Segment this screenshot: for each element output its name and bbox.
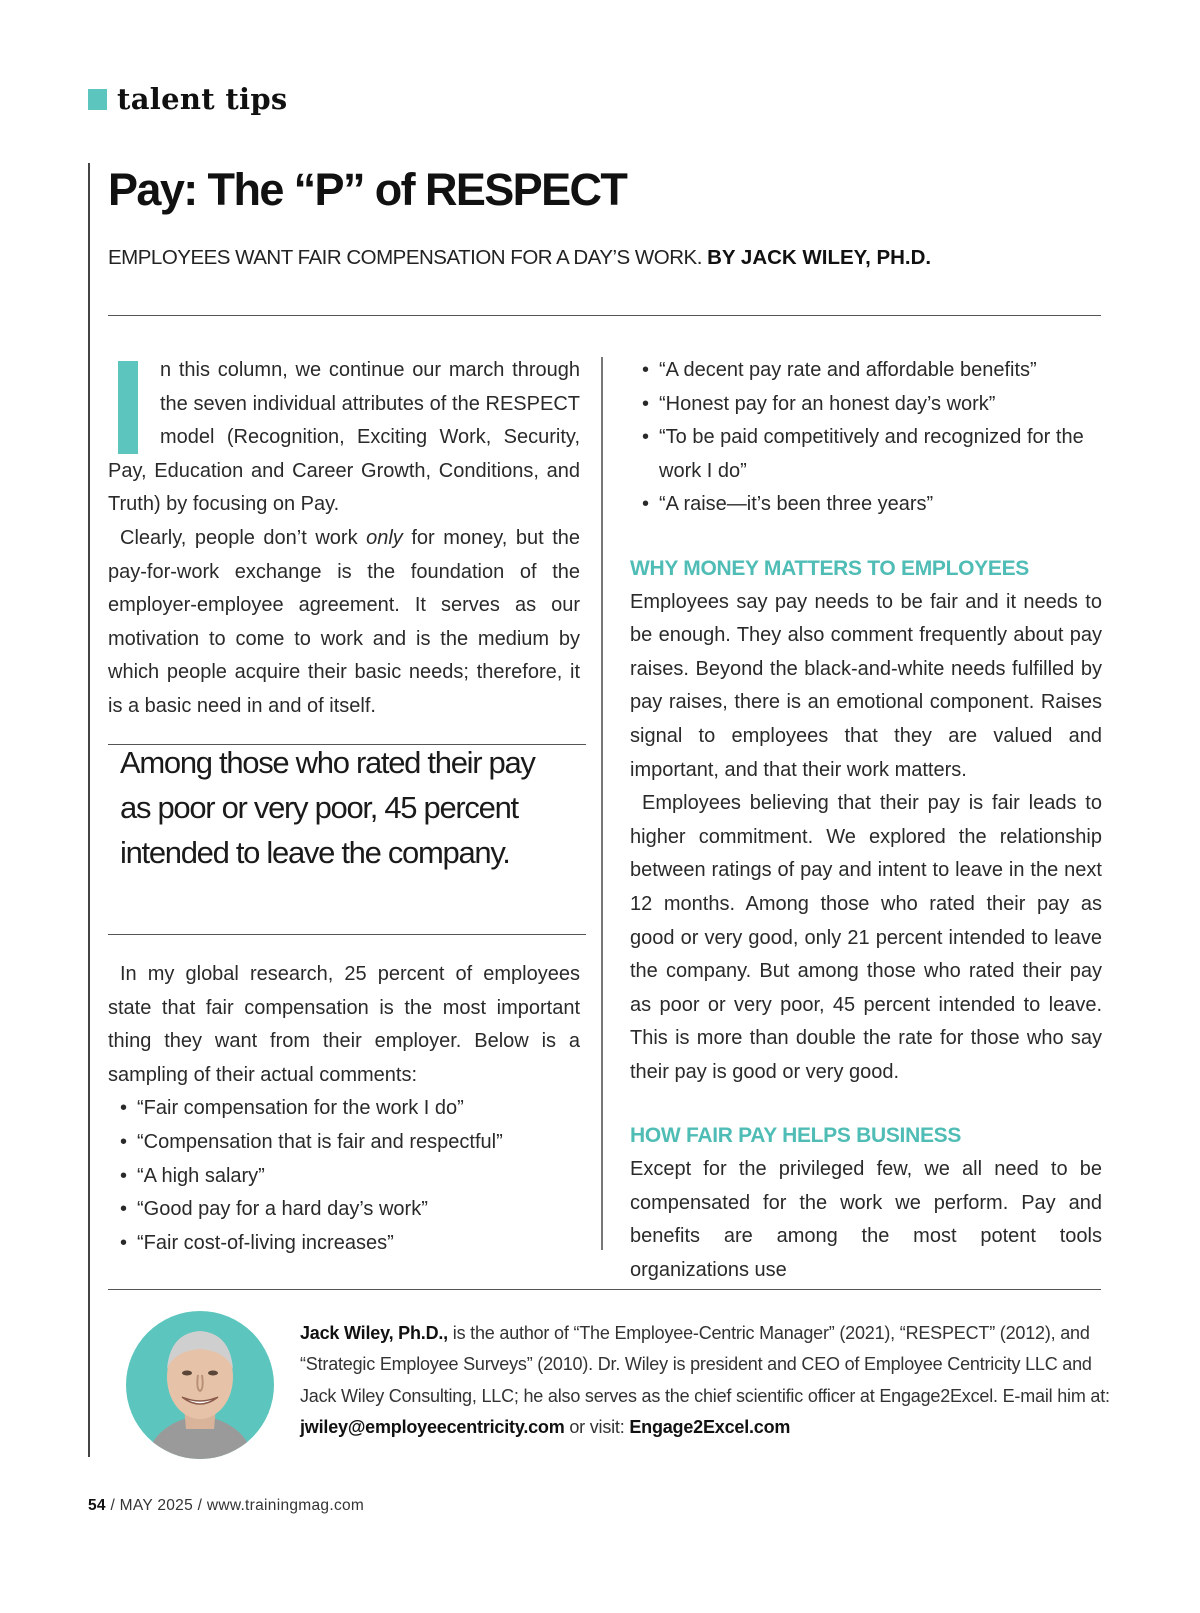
section-tag xyxy=(88,82,288,116)
left-vertical-rule xyxy=(88,163,90,1457)
list-item: • “Fair compensation for the work I do” xyxy=(108,1092,580,1126)
author-photo xyxy=(126,1311,274,1459)
author-website: Engage2Excel.com xyxy=(629,1416,791,1437)
column-divider xyxy=(601,357,603,1250)
intro-paragraph: n this column, we continue our march through the seven individual attributes of the RESPECT model (Recognition, Exciting Work, Security, Pay, Education and Career Growth, Conditions, and Truth) by focusing on Pay. xyxy=(108,359,580,516)
column-1-upper xyxy=(108,354,580,724)
col2-paragraph-2: Employees believing that their pay is fair leads to higher commitment. We explored the relationship between ratings of pay and intent to leave in the next 12 months. Among those who rated their pay as good or very good, only 21 percent intended to leave the company. But among those who rated their pay as poor or very poor, 45 percent intended to leave. This is more than double the rate for those who say their pay is good or very good. xyxy=(630,792,1102,1083)
page-number: 54 xyxy=(88,1497,106,1514)
comments-list-1 xyxy=(108,1092,580,1260)
bio-divider xyxy=(108,1289,1101,1290)
list-item: • “A decent pay rate and affordable benefits” xyxy=(630,354,1102,388)
paragraph-2: Clearly, people don’t work only for money, but the pay-for-work exchange is the foundation of the employer-employee agreement. It serves as our motivation to come to work and is the medium by which people acquire their basic needs; therefore, it is a basic need in and of itself. xyxy=(108,526,580,717)
paragraph-3: In my global research, 25 percent of employees state that fair compensation is the most important thing they want from their employer. Below is a sampling of their actual comments: xyxy=(108,963,580,1086)
pull-quote: Among those who rated their pay as poor or very poor, 45 percent intended to leave the company. xyxy=(120,745,535,870)
pullquote-bottom-rule xyxy=(108,934,586,935)
col2-paragraph-3: Except for the privileged few, we all need to be compensated for the work we perform. Pay and benefits are among the most potent tools organizations use xyxy=(630,1158,1102,1281)
drop-cap-bar xyxy=(118,361,138,454)
article-headline: Pay: The “P” of RESPECT xyxy=(108,164,627,215)
article-dek xyxy=(108,246,931,270)
subhead-how-fair-pay-helps: HOW FAIR PAY HELPS BUSINESS xyxy=(630,1124,962,1148)
list-item: • “Good pay for a hard day’s work” xyxy=(108,1193,580,1227)
author-name: Jack Wiley, Ph.D., xyxy=(300,1323,448,1343)
list-item: • “A high salary” xyxy=(108,1160,580,1194)
list-item: • “A raise—it’s been three years” xyxy=(630,488,1102,522)
list-item: • “To be paid competitively and recognized for the work I do” xyxy=(630,421,1102,488)
author-email: jwiley@employeecentricity.com xyxy=(300,1416,565,1437)
byline: BY JACK WILEY, PH.D. xyxy=(707,246,932,269)
dek-text: EMPLOYEES WANT FAIR COMPENSATION FOR A DAY’S WORK. xyxy=(108,246,702,269)
subhead-why-money-matters: WHY MONEY MATTERS TO EMPLOYEES xyxy=(630,556,1029,580)
page-footer xyxy=(88,1497,364,1515)
list-item: • “Compensation that is fair and respectful” xyxy=(108,1126,580,1160)
comments-list-2 xyxy=(630,354,1102,522)
column-1-lower xyxy=(108,958,580,1260)
footer-text: / MAY 2025 / www.trainingmag.com xyxy=(105,1497,365,1514)
col2-paragraph-1: Employees say pay needs to be fair and it needs to be enough. They also comment frequently about pay raises. Beyond the black-and-white needs fulfilled by pay raises, there is an emotional component. Raises signal to employees that they are valued and important, and that their work matters. xyxy=(630,590,1102,781)
section-tag-label: talent tips xyxy=(117,82,288,116)
section-tag-square xyxy=(88,89,107,110)
list-item: • “Fair cost-of-living increases” xyxy=(108,1227,580,1261)
header-divider xyxy=(108,315,1101,316)
column-2 xyxy=(630,354,1102,1287)
list-item: • “Honest pay for an honest day’s work” xyxy=(630,388,1102,422)
author-bio: Jack Wiley, Ph.D., is the author of “The Employee-Centric Manager” (2021), “RESPECT” (2012), and “Strategic Employee Surveys” (2010). Dr. Wiley is president and CEO of Employee Centricity LLC and Jack Wiley Consulting, LLC; he also serves as the chief scientific officer at Engage2Excel. E-mail him at: jwiley@employeecentricity.com or visit: Engage2Excel.com xyxy=(300,1323,1110,1437)
author-portrait-illustration xyxy=(126,1311,274,1459)
